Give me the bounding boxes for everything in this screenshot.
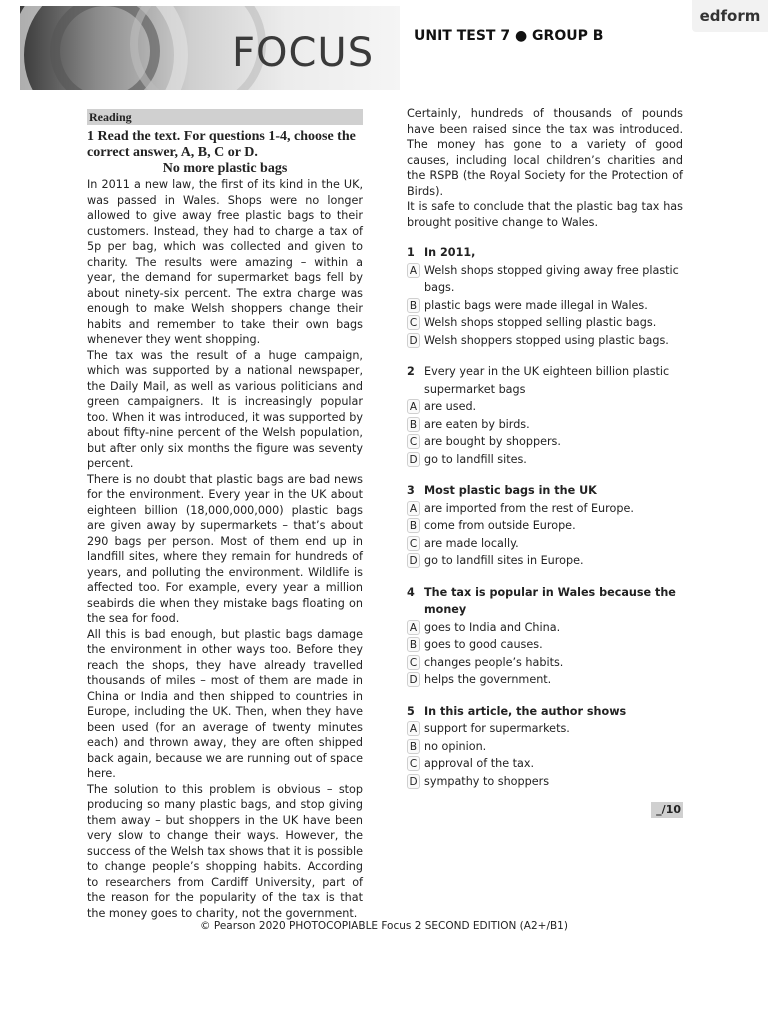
- option-text: Welsh shops stopped giving away free plastic bags.: [424, 263, 679, 294]
- question-stem: The tax is popular in Wales because the money: [424, 585, 676, 616]
- focus-logo: FOCUS: [232, 30, 375, 76]
- option-text: are eaten by birds.: [424, 417, 530, 431]
- question: [407, 584, 683, 689]
- option-letter[interactable]: A: [407, 721, 420, 736]
- question-stem: Most plastic bags in the UK: [424, 484, 597, 497]
- footer-copyright: © Pearson 2020 PHOTOCOPIABLE Focus 2 SECOND EDITION (A2+/B1): [200, 920, 568, 932]
- option-text: approval of the tax.: [424, 757, 535, 770]
- question-number: 2: [407, 365, 415, 378]
- question: [407, 482, 683, 570]
- option-text: goes to India and China.: [424, 620, 561, 634]
- answer-option[interactable]: [407, 552, 683, 570]
- answer-option[interactable]: [407, 720, 683, 738]
- answer-option[interactable]: [407, 773, 683, 791]
- paragraph: It is safe to conclude that the plastic bag tax has brought positive change to Wales.: [407, 200, 683, 229]
- option-text: no opinion.: [424, 739, 487, 753]
- question-number: 5: [407, 704, 415, 718]
- option-letter[interactable]: C: [407, 655, 420, 670]
- option-text: plastic bags were made illegal in Wales.: [424, 298, 648, 312]
- option-text: Welsh shoppers stopped using plastic bags.: [424, 333, 669, 347]
- question-stem: In this article, the author shows: [424, 704, 627, 718]
- option-letter[interactable]: A: [407, 501, 420, 516]
- answer-option[interactable]: [407, 314, 683, 332]
- task-instruction: 1 Read the text. For questions 1-4, choose the correct answer, A, B, C or D.: [87, 129, 356, 160]
- paragraph: In 2011 a new law, the first of its kind in the UK, was passed in Wales. Shops were no longer allowed to give away free plastic bags to their customers. Instead, they had to charge a tax of 5p per bag, which was collected and given to charity. The results were amazing – within a year, the demand for supermarket bags fell by about ninety-six percent. The extra charge was enough to make Welsh shoppers change their habits and remember to take their own bags whenever they went shopping.: [87, 178, 363, 346]
- option-text: support for supermarkets.: [424, 722, 570, 735]
- option-letter[interactable]: C: [407, 434, 420, 449]
- option-letter[interactable]: B: [407, 739, 420, 754]
- option-letter[interactable]: C: [407, 536, 420, 551]
- option-text: go to landfill sites.: [424, 452, 527, 466]
- answer-option[interactable]: [407, 636, 683, 654]
- reading-column: [87, 109, 363, 921]
- option-letter[interactable]: A: [407, 263, 420, 278]
- question: [407, 363, 683, 468]
- option-text: go to landfill sites in Europe.: [424, 554, 584, 567]
- option-letter[interactable]: C: [407, 315, 420, 330]
- answer-option[interactable]: [407, 297, 683, 315]
- option-letter[interactable]: B: [407, 518, 420, 533]
- answer-option[interactable]: [407, 433, 683, 451]
- answer-option[interactable]: [407, 262, 683, 297]
- option-letter[interactable]: D: [407, 672, 420, 687]
- option-text: Welsh shops stopped selling plastic bags.: [424, 316, 657, 329]
- option-text: helps the government.: [424, 673, 552, 686]
- paragraph: Certainly, hundreds of thousands of pounds have been raised since the tax was introduced. The money has gone to a variety of good causes, including local children’s charities and the RSPB (the Royal Society for the Protection of Birds).: [407, 107, 683, 198]
- question-number: 3: [407, 484, 415, 497]
- option-text: are used.: [424, 400, 477, 413]
- option-text: are imported from the rest of Europe.: [424, 501, 634, 515]
- question-stem: In 2011,: [424, 246, 476, 259]
- option-letter[interactable]: D: [407, 553, 420, 568]
- option-text: goes to good causes.: [424, 638, 543, 651]
- option-letter[interactable]: B: [407, 298, 420, 313]
- header-banner: [20, 6, 400, 90]
- question-number: 4: [407, 585, 415, 599]
- answer-option[interactable]: [407, 500, 683, 518]
- option-letter[interactable]: B: [407, 637, 420, 652]
- option-text: changes people’s habits.: [424, 655, 564, 669]
- question-number: 1: [407, 246, 415, 259]
- answer-option[interactable]: [407, 654, 683, 672]
- option-text: come from outside Europe.: [424, 519, 576, 532]
- paragraph: There is no doubt that plastic bags are bad news for the environment. Every year in the UK about eighteen billion (18,000,000,000) plastic bags are given away by supermarkets – that’s about 290 bags per person. Most of them end up in landfill sites, where they remain for hundreds of years, and polluting the environment. Wildlife is affected too. For example, every year a million seabirds die when they mistake bags floating on the sea for food.: [87, 472, 363, 625]
- option-letter[interactable]: A: [407, 399, 420, 414]
- answer-option[interactable]: [407, 517, 683, 535]
- answer-option[interactable]: [407, 671, 683, 689]
- questions-column: [407, 106, 683, 790]
- option-text: are made locally.: [424, 536, 519, 550]
- answer-option[interactable]: [407, 738, 683, 756]
- paragraph: The tax was the result of a huge campaign, which was supported by a national newspaper, the Daily Mail, as well as various politicians and green campaigners. It is increasingly popular too. When it was introduced, it was supported by about fifty-nine percent of the Welsh population, but after only six months the figure was seventy percent.: [87, 348, 363, 470]
- option-text: are bought by shoppers.: [424, 435, 561, 448]
- option-text: sympathy to shoppers: [424, 774, 550, 788]
- section-label: Reading: [87, 109, 363, 125]
- text-title: No more plastic bags: [162, 161, 288, 176]
- question: [407, 244, 683, 349]
- option-letter[interactable]: D: [407, 333, 420, 348]
- unit-title: UNIT TEST 7 ● GROUP B: [414, 28, 604, 44]
- option-letter[interactable]: C: [407, 756, 420, 771]
- paragraph: All this is bad enough, but plastic bags damage the environment in other ways too. Before they reach the shops, they have already travelled thousands of miles – most of them are made in China or India and then shipped to countries in Europe, including the UK. Then, when they have been used (for an average of twenty minutes each) and thrown away, they are often shipped back again, because we are running out of space here.: [87, 627, 363, 780]
- option-letter[interactable]: A: [407, 620, 420, 635]
- paragraph: The solution to this problem is obvious – stop producing so many plastic bags, and stop giving them away – but shoppers in the UK have been very slow to change their ways. However, the success of the Welsh tax shows that it is possible to change people’s shopping habits. According to researchers from Cardiff University, part of the reason for the popularity of the tax is that the money goes to charity, not the government.: [87, 782, 363, 920]
- answer-option[interactable]: [407, 332, 683, 350]
- option-letter[interactable]: D: [407, 452, 420, 467]
- question-stem: Every year in the UK eighteen billion plastic supermarket bags: [424, 365, 670, 396]
- answer-option[interactable]: [407, 755, 683, 773]
- score-box: _/10: [651, 802, 683, 818]
- option-letter[interactable]: B: [407, 417, 420, 432]
- answer-option[interactable]: [407, 619, 683, 637]
- answer-option[interactable]: [407, 416, 683, 434]
- answer-option[interactable]: [407, 451, 683, 469]
- edform-badge: edform: [692, 0, 768, 32]
- question: [407, 703, 683, 791]
- answer-option[interactable]: [407, 535, 683, 553]
- answer-option[interactable]: [407, 398, 683, 416]
- option-letter[interactable]: D: [407, 774, 420, 789]
